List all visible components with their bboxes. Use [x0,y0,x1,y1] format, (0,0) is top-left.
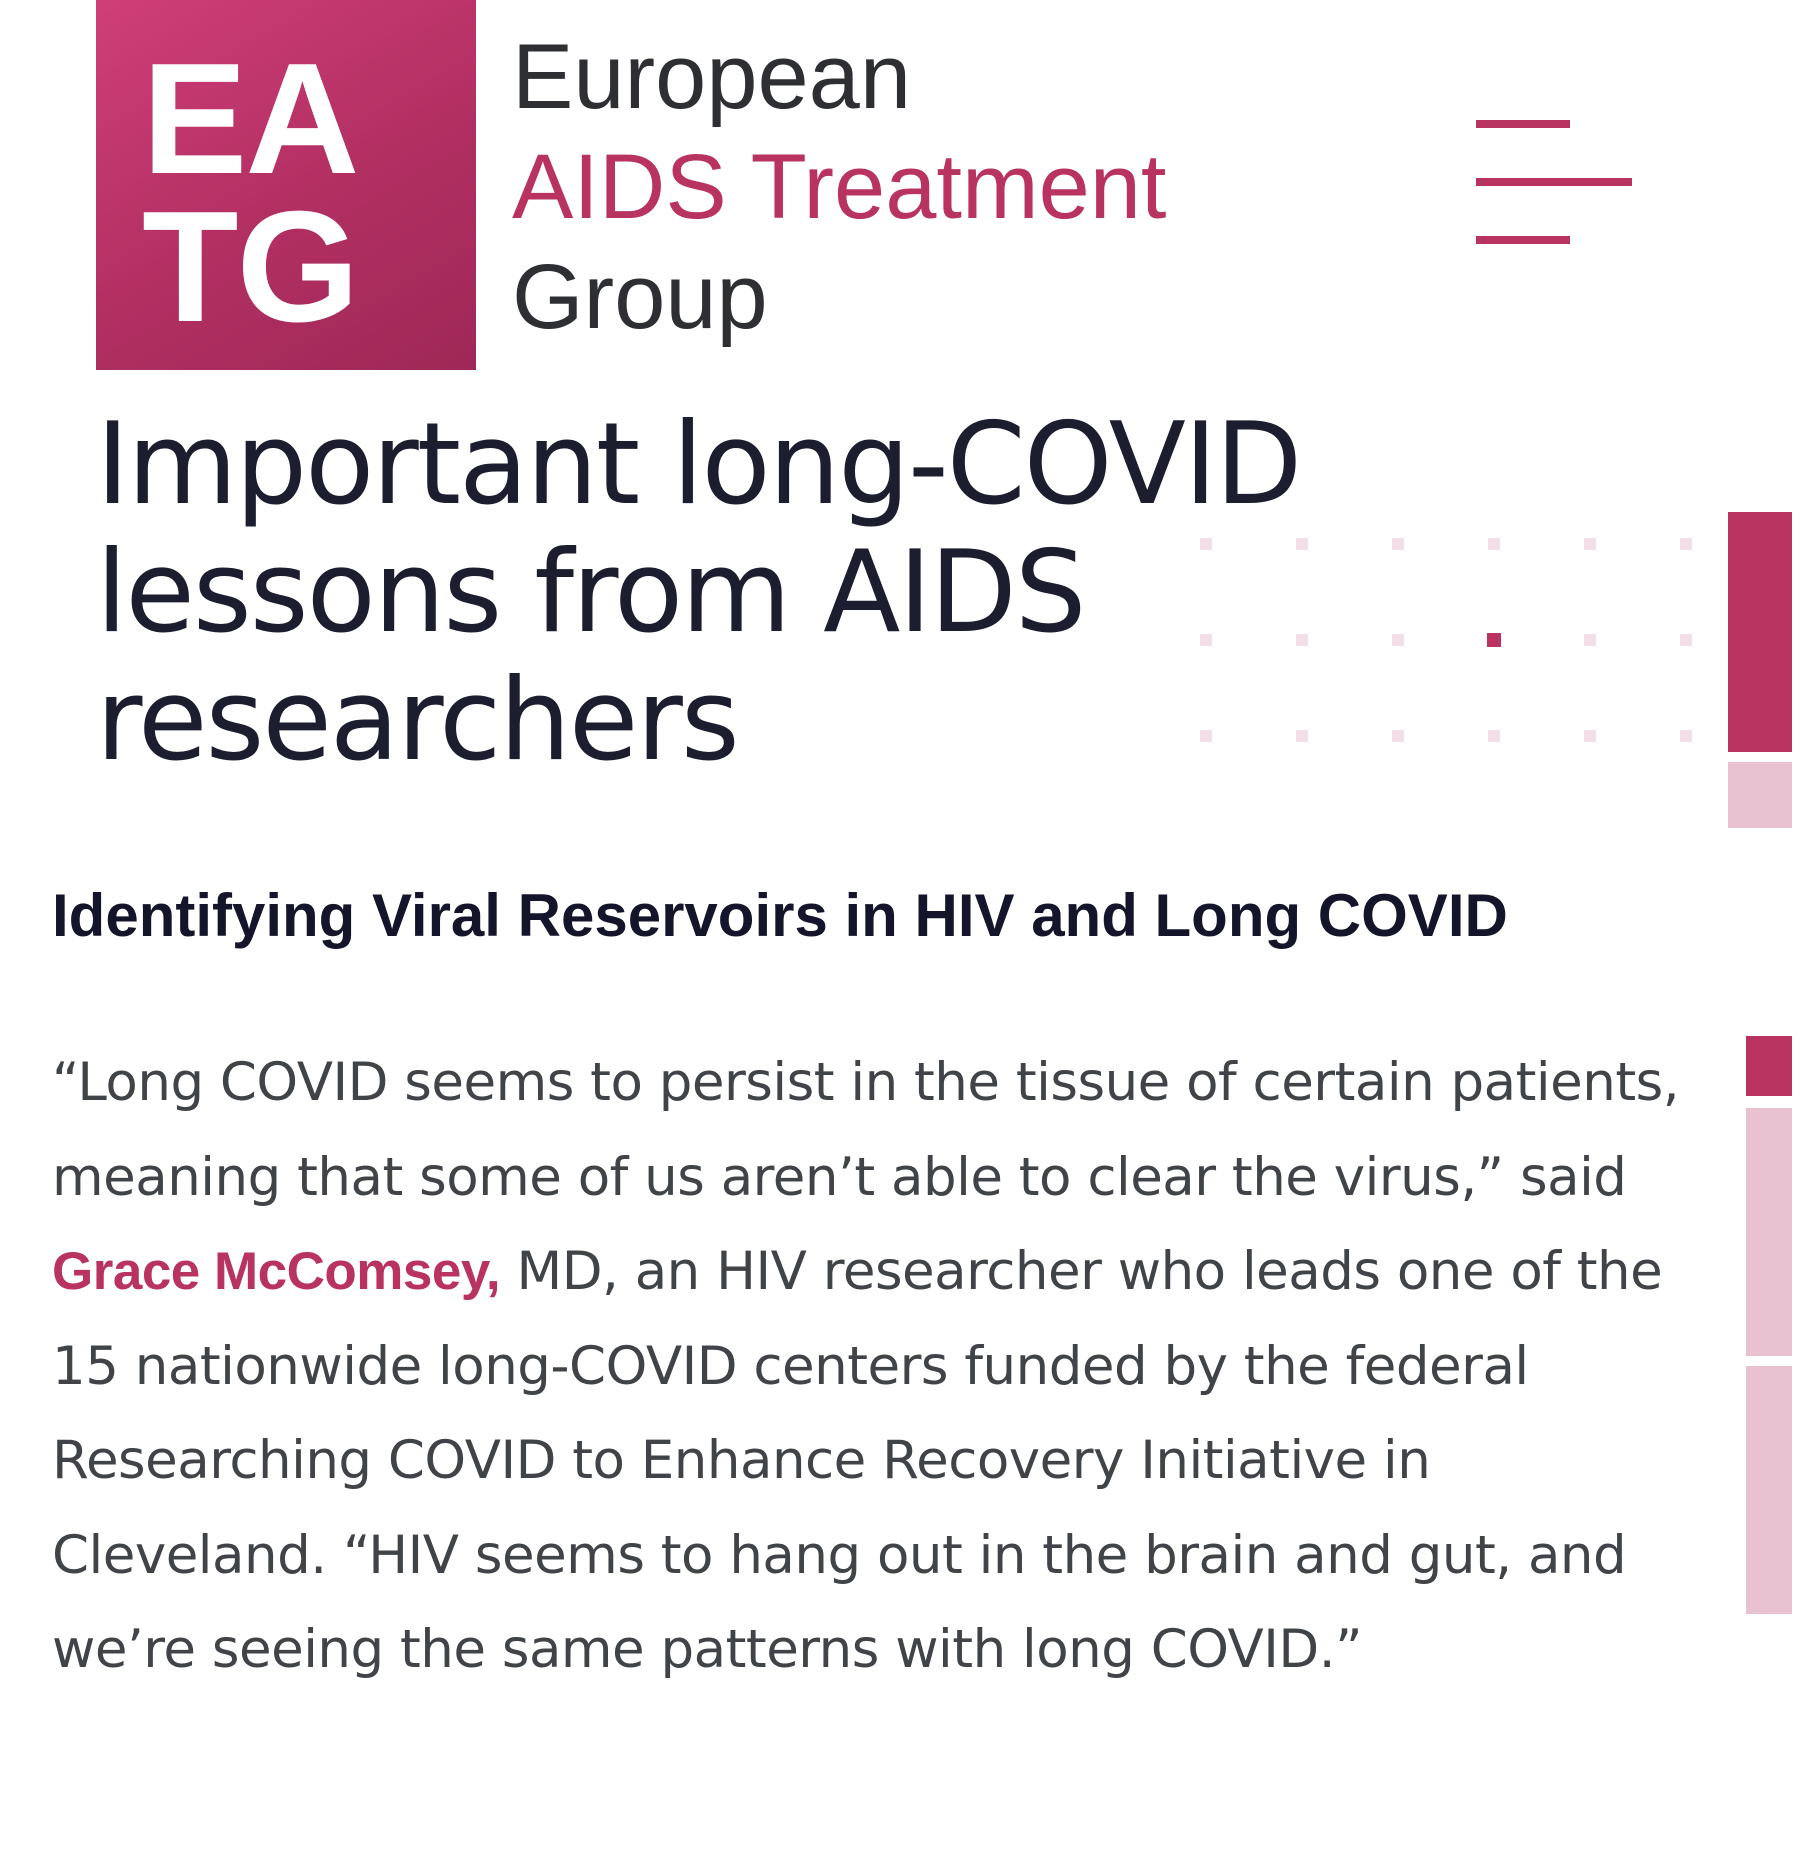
decor-dot [1680,730,1692,742]
eatg-logo[interactable] [96,0,476,370]
menu-bar-top [1476,120,1570,128]
decor-dot [1584,538,1596,550]
decor-side-bar [1728,512,1792,752]
scroll-indicator-segment [1746,1108,1792,1356]
hamburger-menu-icon[interactable] [1470,110,1640,250]
decor-dot [1392,634,1404,646]
decor-dot-accent [1487,633,1501,647]
logo-text-ea: EA [142,31,358,207]
scroll-indicator-active [1746,1036,1792,1096]
menu-bar-bottom [1476,236,1570,244]
paragraph-text-after-link: MD, an HIV researcher who leads one of the 15 nationwide long-COVID centers funded by the federal Researching COVID to Enhance Recovery Initiative in Cleveland. “HIV seems to hang out in the brain and gut, and we’re seeing the same patterns with long COVID.” [52,1241,1663,1680]
decor-dot [1584,730,1596,742]
decor-dot [1392,730,1404,742]
decor-dot [1488,538,1500,550]
logo-text-tg: TG [142,179,358,355]
decor-dot [1680,634,1692,646]
decor-dot [1680,538,1692,550]
scroll-indicator-segment [1746,1366,1792,1614]
decor-dot [1488,730,1500,742]
decor-dot [1584,634,1596,646]
decor-side-bar-light [1728,762,1792,828]
organization-name[interactable] [512,22,1166,352]
author-link-grace-mccomsey[interactable]: Grace McComsey, [52,1242,501,1301]
menu-bar-middle [1476,178,1632,186]
decor-dot [1392,538,1404,550]
org-name-line-2: AIDS Treatment [512,136,1167,238]
article-headline: Important long-COVID lessons from AIDS researchers [96,398,1301,786]
org-name-line-1: European [512,26,911,128]
paragraph-text-before-link: “Long COVID seems to persist in the tissue of certain patients, meaning that some of us aren’t able to clear the virus,” said [52,1052,1680,1208]
article-paragraph [52,1036,1692,1698]
article-subheading: Identifying Viral Reservoirs in HIV and Long COVID [52,882,1508,949]
org-name-line-3: Group [512,246,768,348]
